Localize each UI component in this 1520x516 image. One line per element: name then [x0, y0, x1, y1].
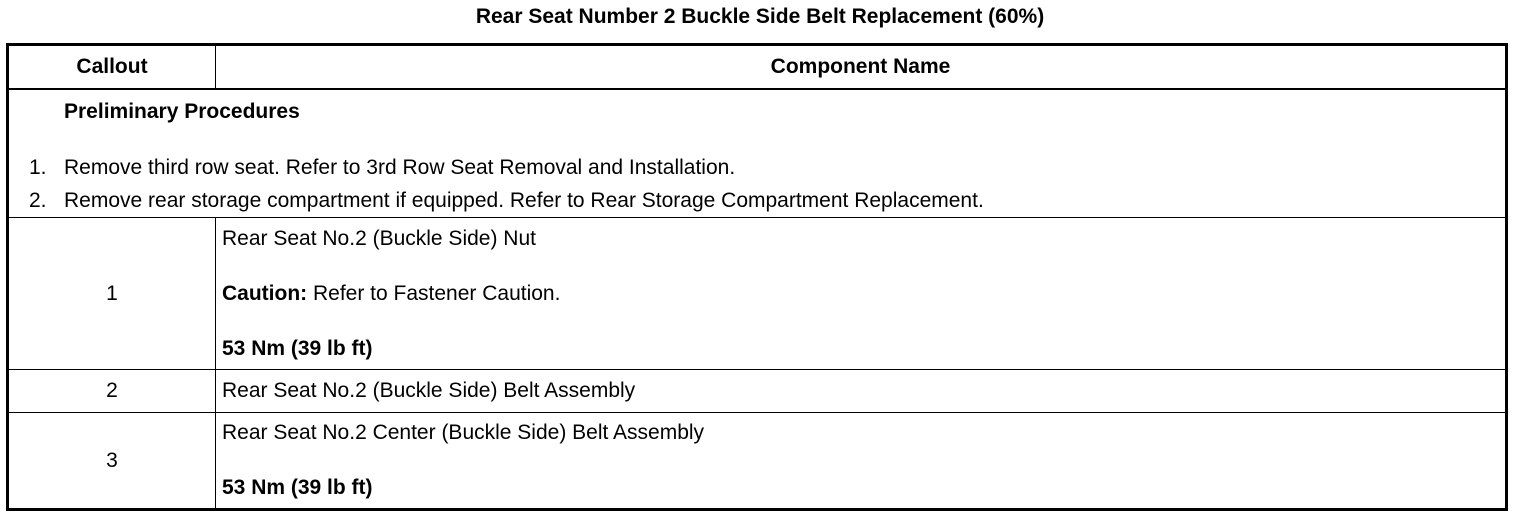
caution-note: [222, 281, 1505, 307]
caution-label: Caution:: [222, 281, 308, 305]
header-component-name: Component Name: [216, 45, 1507, 90]
components-table: [6, 43, 1508, 511]
header-callout: Callout: [8, 45, 216, 90]
caution-text: Refer to Fastener Caution.: [307, 281, 561, 305]
torque-spec: 53 Nm (39 lb ft): [222, 336, 373, 360]
list-item: [9, 184, 1505, 217]
callout-cell: 3: [8, 413, 216, 510]
page-title: Rear Seat Number 2 Buckle Side Belt Replacement (60%): [475, 5, 1045, 28]
step-number: 2.: [29, 189, 47, 212]
torque-spec: 53 Nm (39 lb ft): [222, 476, 373, 499]
component-name: Rear Seat No.2 (Buckle Side) Nut: [222, 226, 536, 250]
component-cell: [216, 413, 1507, 510]
component-name: Rear Seat No.2 (Buckle Side) Belt Assembly: [222, 379, 636, 402]
callout-cell: 2: [8, 370, 216, 413]
table-row: [8, 413, 1507, 510]
preliminary-heading: Preliminary Procedures: [64, 100, 300, 123]
component-cell: [216, 370, 1507, 413]
step-number: 1.: [29, 156, 47, 179]
list-item: [9, 151, 1505, 184]
table-header-row: [8, 45, 1507, 90]
table-row: [8, 218, 1507, 370]
step-text: Remove third row seat. Refer to 3rd Row Seat Removal and Installation.: [64, 156, 736, 179]
preliminary-procedures: [8, 89, 1507, 218]
table-row: [8, 370, 1507, 413]
preliminary-row: [8, 89, 1507, 218]
preliminary-steps: [9, 151, 1505, 217]
step-text: Remove rear storage compartment if equipped. Refer to Rear Storage Compartment Replacement.: [64, 189, 984, 212]
component-name: Rear Seat No.2 Center (Buckle Side) Belt Assembly: [222, 421, 705, 444]
callout-cell: 1: [8, 218, 216, 370]
component-cell: [216, 218, 1507, 370]
